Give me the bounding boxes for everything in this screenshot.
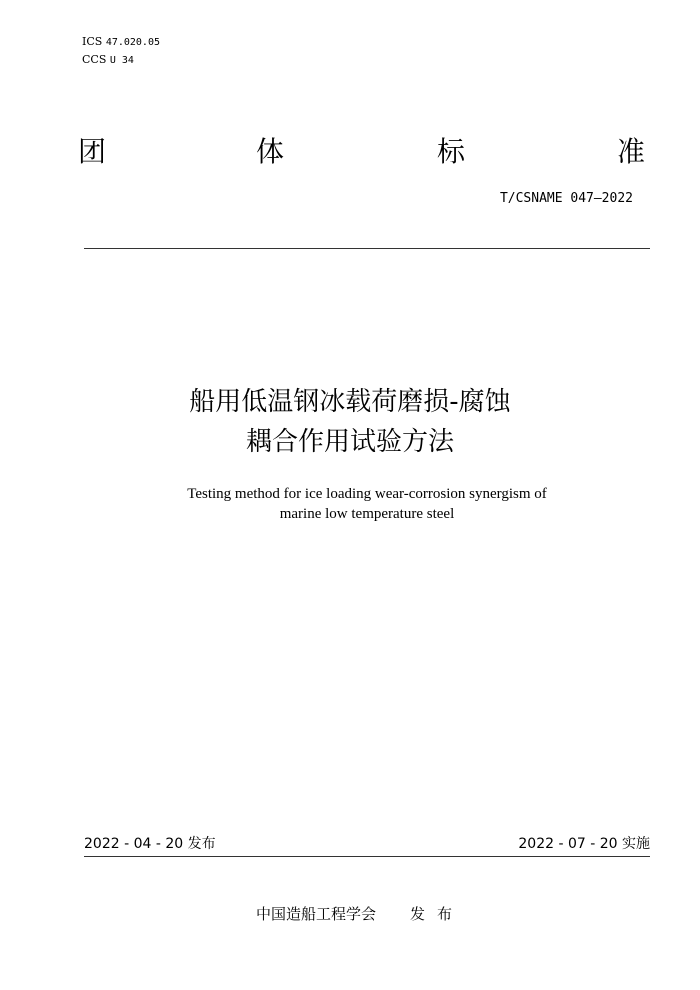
ics-value: 47.020.05 [105,37,160,48]
publisher-line [256,905,464,923]
ccs-label: CCS [82,53,107,66]
title-english-line-1: Testing method for ice loading wear-corrosion synergism of [187,486,547,502]
header-divider [84,248,650,249]
standard-type-char-4: 准 [617,135,646,168]
standard-type-char-2: 体 [256,135,285,168]
title-chinese-line-1: 船用低温钢冰载荷磨损-腐蚀 [189,387,511,417]
title-english [60,484,674,524]
standard-type-char-3: 标 [437,135,466,168]
publish-label: 发布 [410,905,465,923]
ccs-value: U 34 [109,55,134,66]
ics-label: ICS [82,35,103,48]
issue-date: 2022 - 04 - 20 发布 [84,836,216,852]
title-chinese [60,382,640,462]
implementation-date: 2022 - 07 - 20 实施 [518,836,650,852]
title-chinese-line-2: 耦合作用试验方法 [245,427,454,457]
footer-divider [84,856,650,857]
publisher-name: 中国造船工程学会 [256,905,377,923]
standard-number: T/CSNAME 047—2022 [499,191,633,206]
ccs-code [82,53,134,68]
ics-code [82,35,160,50]
standard-type-char-1: 团 [78,135,107,168]
title-english-line-2: marine low temperature steel [279,506,455,522]
